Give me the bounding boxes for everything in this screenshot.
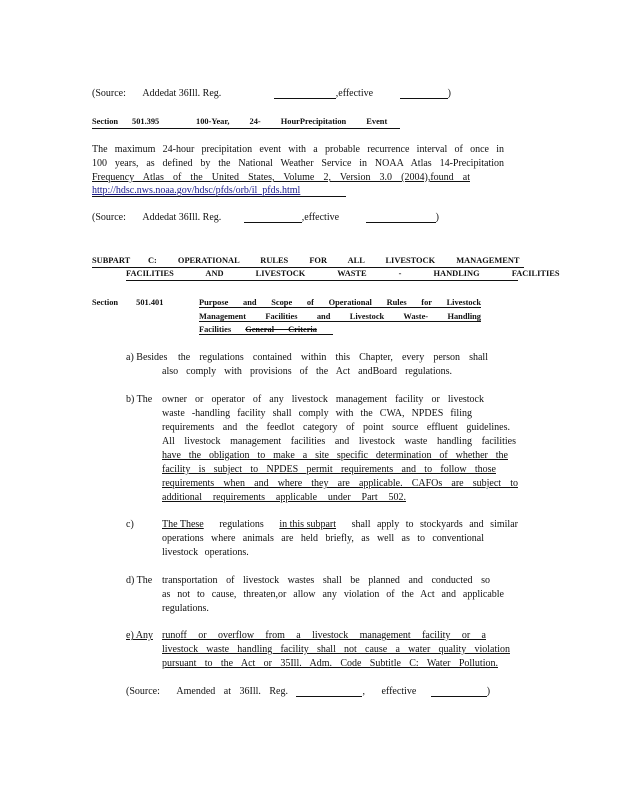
section-401-title-2: Management Facilities and Livestock Waste- Handling xyxy=(199,312,481,321)
item-c-inserted-the: The These xyxy=(162,519,204,530)
subpart-heading-line1 xyxy=(92,256,524,268)
source-reg: Addedat 36Ill. Reg. xyxy=(142,212,222,223)
item-d-line2: as not to cause, threaten,or allow any violation of the Act and applicable xyxy=(162,589,504,600)
subpart-heading-line2 xyxy=(126,269,560,281)
item-e-label: e) Any xyxy=(126,630,153,641)
item-b-line7: requirements when and where they are applicable. CAFOs are subject to xyxy=(162,478,518,489)
source-close: ) xyxy=(486,686,491,697)
section-label: Section xyxy=(92,117,119,126)
section-id: 501.395 xyxy=(132,117,160,126)
item-c-line1 xyxy=(162,519,518,530)
section-401-title-3 xyxy=(199,325,333,335)
source-reg: Amended at 36Ill. Reg. xyxy=(176,686,288,697)
section-label: Section xyxy=(92,298,119,307)
item-b-line6: facility is subject to NPDES permit requirements and to follow those xyxy=(162,464,496,475)
source-reg: Addedat 36Ill. Reg. xyxy=(142,88,222,99)
item-a-line1: the regulations contained within this Chapter, every person shall xyxy=(178,352,488,363)
source-close: ) xyxy=(447,88,451,99)
para-395-url-wrap xyxy=(92,185,346,197)
section-395-heading xyxy=(92,117,400,129)
source-effective: ,effective xyxy=(301,212,340,223)
item-d-line3: regulations. xyxy=(162,603,209,614)
title-facilities: Facilities xyxy=(199,325,232,334)
item-a-line2: also comply with provisions of the Act andBoard regulations. xyxy=(162,366,452,377)
subpart-label: SUBPART xyxy=(92,256,131,265)
para-395-line2: 100 years, as defined by the National Weather Service in NOAA Atlas 14-Precipitation xyxy=(92,158,504,169)
item-c-line3: livestock operations. xyxy=(162,547,249,558)
para-395-line1: The maximum 24-hour precipitation event with a probable recurrence interval of once in xyxy=(92,144,504,155)
source-note-1 xyxy=(92,88,451,99)
para-395-line3: Frequency Atlas of the United States, Volume 2, Version 3.0 (2004),found at xyxy=(92,172,470,183)
item-c-rest: shall apply to stockyards and similar xyxy=(351,519,518,530)
item-b-line8: additional requirements applicable under Part 502. xyxy=(162,492,406,503)
blank-reg xyxy=(244,212,302,223)
section-401-num xyxy=(92,298,163,307)
source-effective: effective xyxy=(381,686,417,697)
item-b-line1: owner or operator of any livestock management facility or livestock xyxy=(162,394,484,405)
item-b-line4: All livestock management facilities and livestock waste handling facilities xyxy=(162,436,516,447)
source-comma: , xyxy=(362,686,365,697)
source-effective: ,effective xyxy=(335,88,374,99)
item-b-line3: requirements and the feedlot category of point source effluent guidelines. xyxy=(162,422,510,433)
item-b-line5: have the obligation to make a site specific determination of whether the xyxy=(162,450,508,461)
blank-effective xyxy=(431,686,487,697)
item-b-line2: waste -handling facility shall comply with the CWA, NPDES filing xyxy=(162,408,472,419)
source-note-3 xyxy=(126,686,490,697)
title-deleted-criteria: General Criteria xyxy=(245,325,317,334)
source-close: ) xyxy=(435,212,439,223)
item-d-label: d) The xyxy=(126,575,153,586)
blank-effective xyxy=(366,212,436,223)
item-e-line3: pursuant to the Act or 35Ill. Adm. Code Subtitle C: Water Pollution. xyxy=(162,658,498,669)
item-d-line1: transportation of livestock wastes shall be planned and conducted so xyxy=(162,575,490,586)
subpart-title-2: FACILITIES AND LIVESTOCK WASTE - HANDLING FACILITIES xyxy=(126,269,560,278)
item-c-label: c) xyxy=(126,519,134,530)
section-title: 100-Year, 24- HourPrecipitation Event xyxy=(196,117,388,126)
section-401-title-1: Purpose and Scope of Operational Rules for Livestock xyxy=(199,298,481,307)
subpart-title: C: OPERATIONAL RULES FOR ALL LIVESTOCK MANAGEMENT xyxy=(148,256,520,265)
item-e-line1: runoff or overflow from a livestock management facility or a xyxy=(162,630,486,641)
item-c-regulations: regulations xyxy=(219,519,264,530)
blank-effective xyxy=(400,88,448,99)
item-c-inserted-subpart: in this subpart xyxy=(279,519,337,530)
blank-reg xyxy=(296,686,362,697)
source-prefix: (Source: xyxy=(92,88,126,99)
item-e-line2: livestock waste handling facility shall not cause a water quality violation xyxy=(162,644,510,655)
item-b-label: b) The xyxy=(126,394,153,405)
section-id: 501.401 xyxy=(136,298,164,307)
item-c-line2: operations where animals are held briefly, as well as to conventional xyxy=(162,533,484,544)
blank-reg xyxy=(274,88,336,99)
item-a-label: a) Besides xyxy=(126,352,168,363)
source-note-2 xyxy=(92,212,439,223)
source-prefix: (Source: xyxy=(126,686,160,697)
source-prefix: (Source: xyxy=(92,212,126,223)
noaa-url-link[interactable]: http://hdsc.nws.noaa.gov/hdsc/pfds/orb/il_pfds.html xyxy=(92,185,301,196)
